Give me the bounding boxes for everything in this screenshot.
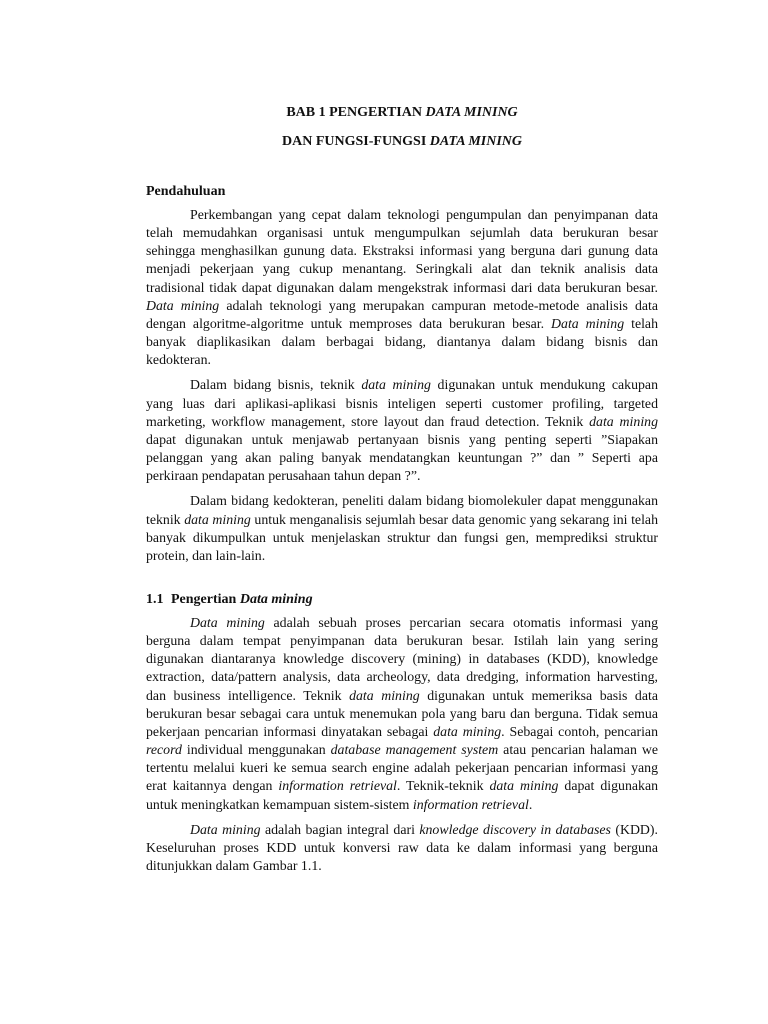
chapter-title-line-1 [146,104,658,122]
text-run: dapat digunakan untuk menjawab pertanyaan bisnis yang penting seperti ”Siapakan pelanggan yang akan paling banyak mendatangkan keuntungan ?” dan ” Seperti apa perkiraan pendapatan perusahaan tahun depan ?”. [146,431,658,484]
chapter-title-line-2 [146,133,658,151]
text-run: adalah sebuah proses percarian secara otomatis informasi yang berguna dalam tempat penyimpanan data berukuran besar. Istilah lain yang sering digunakan diantaranya knowledge discovery (mining) in databases (KDD), knowledge extraction, data/pattern analysis, data archeology, data dredging, information harvesting, dan business intelligence. Teknik [146,614,659,703]
intro-paragraph-3 [146,492,658,565]
text-run: digunakan untuk memeriksa basis data berukuran besar sebagai cara untuk menemukan pola yang baru dan berguna. Tidak semua pekerjaan pencarian informasi dinyatakan sebagai [146,687,658,739]
text-run: adalah bagian integral dari [260,821,420,837]
italic-run: information retrieval [278,778,397,794]
section-paragraph-1 [146,614,658,814]
italic-run: data mining [349,687,420,703]
section-paragraph-2 [146,821,658,875]
italic-run: knowledge discovery in databases [419,821,611,837]
italic-run: data mining [489,778,559,794]
section-number: 1.1 [146,591,164,607]
text-run: Dalam bidang bisnis, teknik [190,377,362,393]
text-run: . Sebagai contoh, pencarian [501,723,658,739]
italic-run: information retrieval [412,796,529,812]
chapter-title-line-1-text: BAB 1 PENGERTIAN [286,105,426,120]
intro-paragraph-2 [146,376,658,485]
text-run: telah banyak diaplikasikan dalam berbagai bidang, diantanya dalam bidang bisnis dan kedokteran. [146,315,658,368]
text-run: (KDD). Keseluruhan proses KDD untuk konversi raw data ke dalam informasi yang berguna ditunjukkan dalam Gambar 1.1. [146,821,659,873]
text-run: individual menggunakan [181,742,331,758]
text-run: . [528,796,533,812]
italic-run: database management system [330,742,499,758]
text-run: Dalam bidang kedokteran, peneliti dalam bidang biomolekuler dapat menggunakan teknik [146,493,658,527]
section-heading [146,591,658,609]
italic-run: Data mining [146,297,220,313]
italic-run: data mining [361,377,431,393]
italic-run: data mining [184,511,251,527]
chapter-title-line-2-italic: DATA MINING [429,134,522,149]
text-run: untuk menganalisis sejumlah besar data genomic yang sekarang ini telah banyak dikumpulkan untuk menjelaskan struktur dan fungsi gen, memprediksi struktur protein, dan lain-lain. [146,511,658,563]
italic-run: record [146,742,182,758]
italic-run: Data mining [551,315,625,331]
intro-heading: Pendahuluan [146,184,226,199]
italic-run: Data mining [190,821,261,837]
text-run: atau pencarian halaman we tertentu melalui kueri ke semua search engine adalah pekerjaan pencarian informasi yang erat kaitannya dengan [146,742,658,794]
chapter-title-line-2-text: DAN FUNGSI-FUNGSI [282,134,430,149]
italic-run: data mining [433,723,502,739]
text-run: adalah teknologi yang merupakan campuran metode-metode analisis data dengan algoritme-algoritme untuk memproses data berukuran besar. [146,297,658,331]
intro-paragraph-1 [146,206,658,369]
section-heading-italic: Data mining [239,591,313,607]
text-run: Perkembangan yang cepat dalam teknologi pengumpulan dan penyimpanan data telah memudahkan organisasi untuk mengumpulkan sejumlah data berukuran besar sehingga menghasilkan gunung data. Ekstraksi informasi yang berguna dari gunung data menjadi pekerjaan yang cukup menantang. Seringkali alat dan teknik analisis data tradisional tidak dapat digunakan dalam mengekstrak informasi dari data berukuran besar. [146,207,658,295]
text-run: . Teknik-teknik [396,778,490,794]
text-run: dapat digunakan untuk meningkatkan kemampuan sistem-sistem [146,778,659,812]
italic-run: Data mining [190,614,265,630]
italic-run: data mining [589,413,659,429]
section-heading-text: Pengertian [171,591,240,607]
chapter-title-line-1-italic: DATA MINING [425,105,518,120]
text-run: digunakan untuk mendukung cakupan yang luas dari aplikasi-aplikasi bisnis inteligen seperti customer profiling, targeted marketing, workflow management, store layout dan fraud detection. Teknik [146,377,658,429]
